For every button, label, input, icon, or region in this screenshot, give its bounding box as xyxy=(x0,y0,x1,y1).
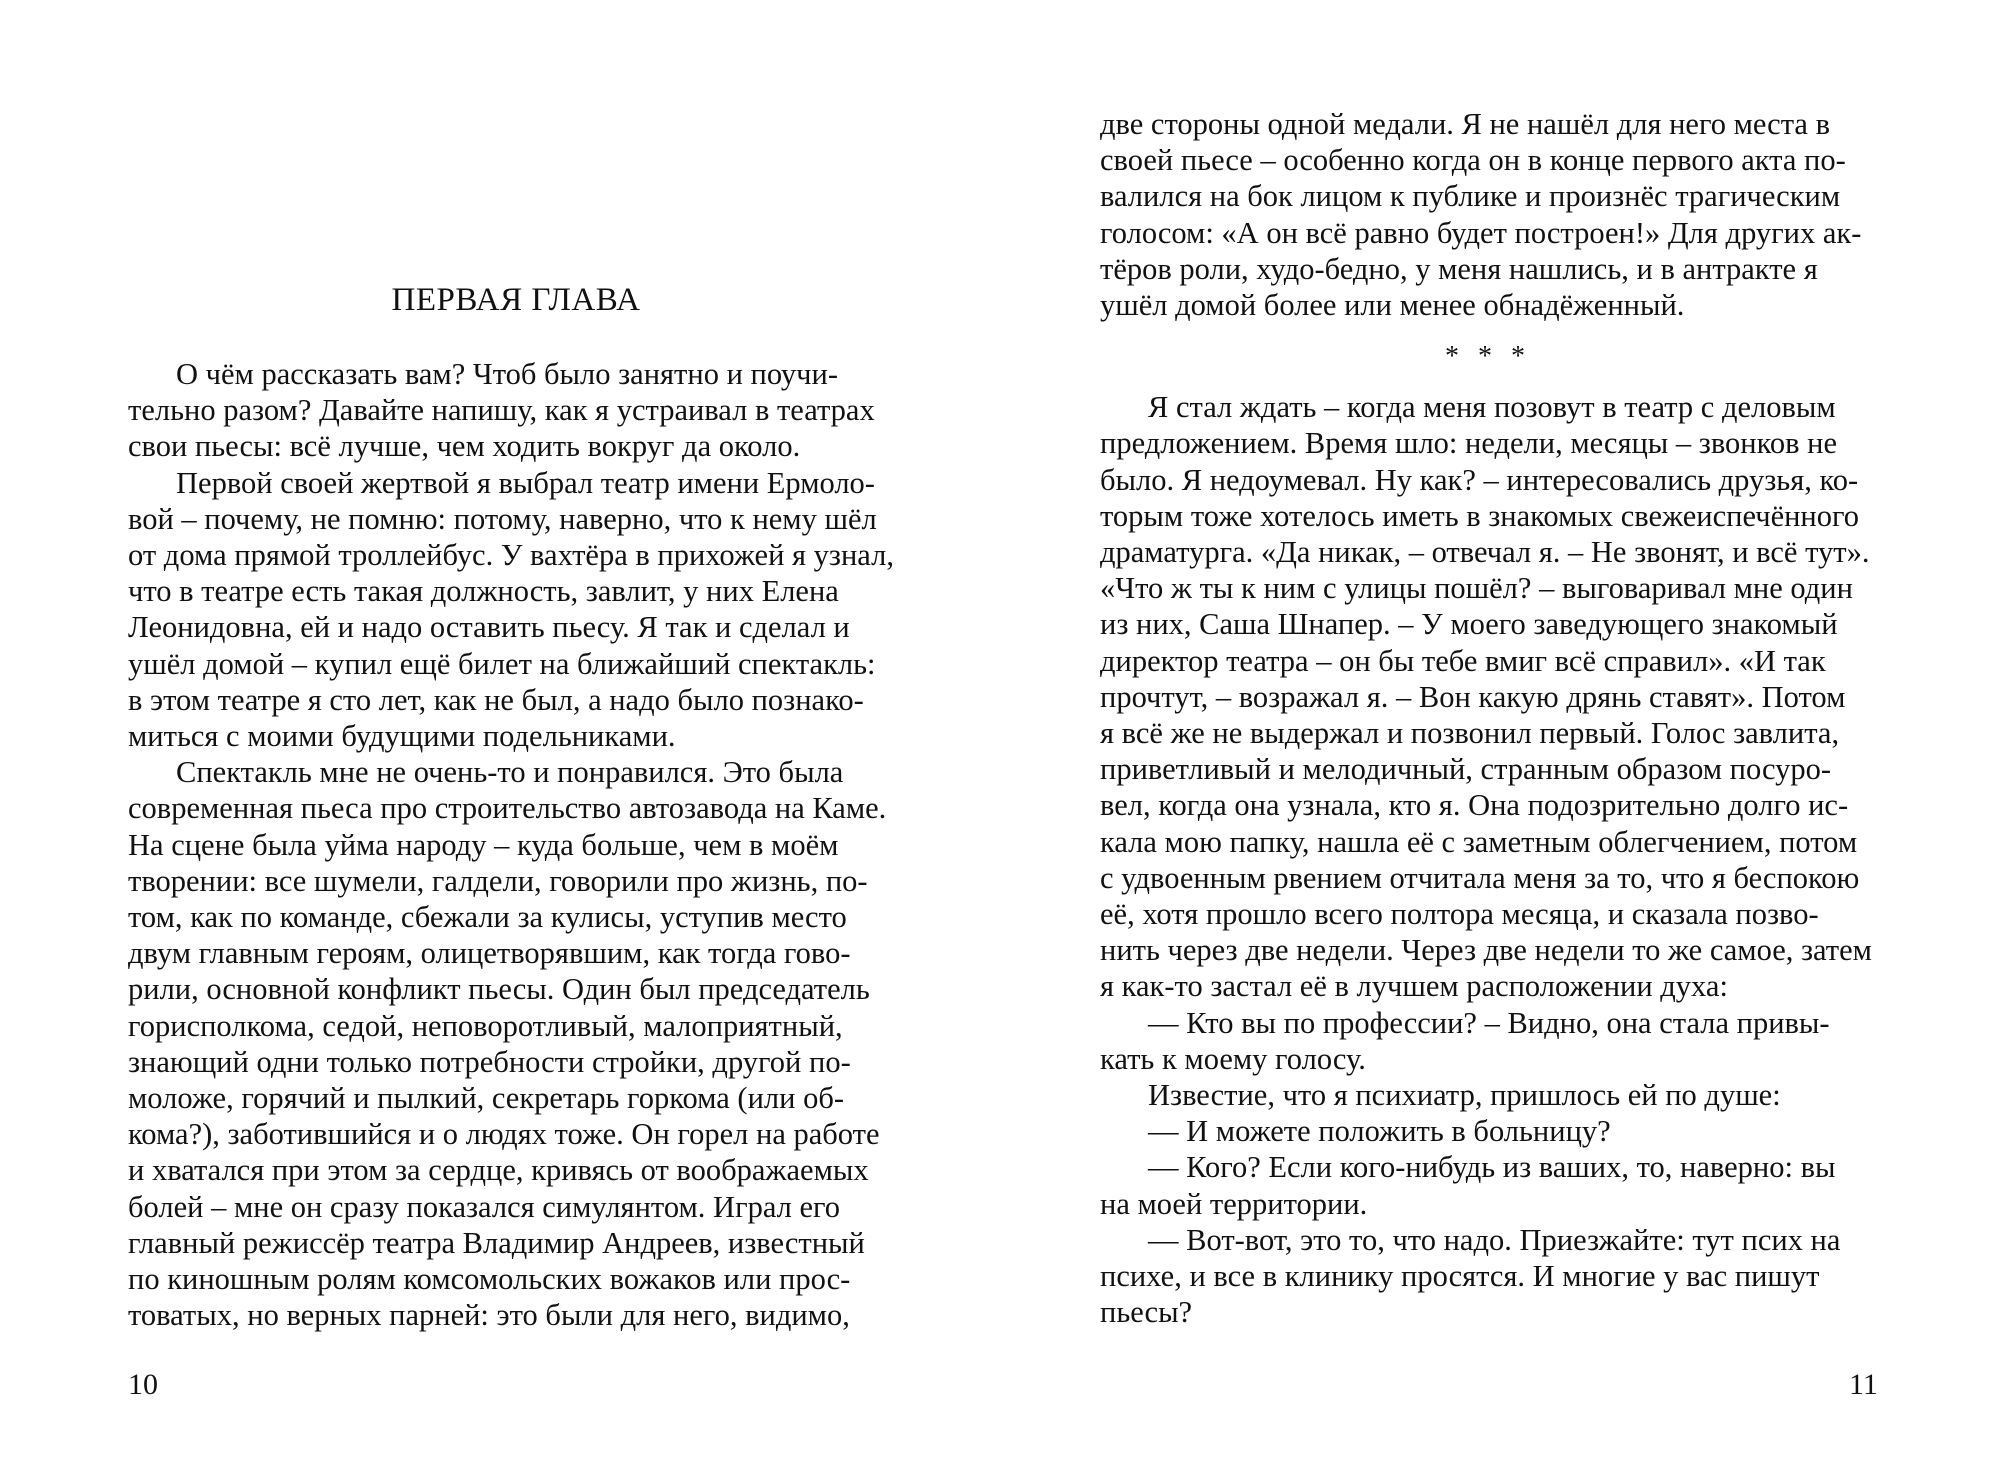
dialogue-line: — Кого? Если кого-нибудь из ваших, то, наверно: вы на моей территории. xyxy=(1100,1150,1836,1221)
right-page xyxy=(1000,0,2000,1468)
dialogue-line: — Вот-вот, это то, что надо. Приезжайте: тут псих на психе, и все в клинику просятся. И многие у вас пишут пьесы? xyxy=(1100,1222,1841,1330)
paragraph: Спектакль мне не очень-то и понравился. Это была современная пьеса про строительство автозавода на Каме. На сцене была уйма народу – куда больше, чем в моём творении: все шумели, галдели, говорили про жизнь, по- том, как по команде, сбежали за кулисы, уступив место двум главным героям, олицетворявшим, как тогда гово- рили, основной конфликт пьесы. Один был председатель горисполкома, седой, неповоротливый, малоприятный, знающий одни только потребности стройки, другой по- моложе, горячий и пылкий, секретарь горкома (или об- кома?), заботившийся и о людях тоже. Он горел на работе и хватался при этом за сердце, кривясь от воображаемых болей – мне он сразу показался симулянтом. Играл его главный режиссёр театра Владимир Андреев, известный по киношным ролям комсомольских вожаков или прос- товатых, но верных парней: это были для него, видимо, xyxy=(128,755,887,1333)
page-number: 11 xyxy=(1849,1368,1878,1401)
left-text-column xyxy=(128,356,904,1333)
chapter-title: ПЕРВАЯ ГЛАВА xyxy=(391,282,641,318)
paragraph: Известие, что я психиатр, пришлось ей по душе: xyxy=(1148,1078,1781,1113)
page-number: 10 xyxy=(128,1368,158,1401)
paragraph: О чём рассказать вам? Чтоб было занятно и поучи- тельно разом? Давайте напишу, как я устраивал в театрах свои пьесы: всё лучше, чем ходить вокруг да около. xyxy=(128,357,875,464)
paragraph: Первой своей жертвой я выбрал театр имени Ермоло- вой – почему, не помню: потому, наверно, что к нему шёл от дома прямой троллейбус. У вахтёра в прихожей я узнал, что в театре есть такая должность, завлит, у них Елена Леонидовна, ей и надо оставить пьесу. Я так и сделал и ушёл домой – купил ещё билет на ближайший спектакль: в этом театре я сто лет, как не был, а надо было познако- миться с моими будущими подельниками. xyxy=(128,465,894,754)
continued-paragraph: две стороны одной медали. Я не нашёл для него места в своей пьесе – особенно когда он в конце первого акта по- валился на бок лицом к публике и произнёс трагическим голосом: «А он всё равно будет построен!» Для других ак- тёров роли, худо-бедно, у меня нашлись, и в антракте я ушёл домой более или менее обнадёженный. xyxy=(1100,107,1862,323)
right-text-column xyxy=(1100,106,1876,1331)
dialogue-line: — Кто вы по профессии? – Видно, она стала привы- кать к моему голосу. xyxy=(1100,1005,1830,1076)
dialogue-line: — И можете положить в больницу? xyxy=(1148,1114,1611,1149)
paragraph: Я стал ждать – когда меня позовут в театр с деловым предложением. Время шло: недели, месяцы – звонков не было. Я недоумевал. Ну как? – интересовались друзья, ко- торым тоже хотелось иметь в знакомых свежеиспечённого драматурга. «Да никак, – отвечал я. – Не звонят, и всё тут». «Что ж ты к ним с улицы пошёл? – выговаривал мне один из них, Саша Шнапер. – У моего заведующего знакомый директор театра – он бы тебе вмиг всё справил». «И так прочтут, – возражал я. – Вон какую дрянь ставят». Потом я всё же не выдержал и позвонил первый. Голос завлита, приветливый и мелодичный, странным образом посуро- вел, когда она узнала, кто я. Она подозрительно долго ис- кала мою папку, нашла её с заметным облегчением, потом с удвоенным рвением отчитала меня за то, что я беспокою её, хотя прошло всего полтора месяца, и сказала позво- нить через две недели. Через две недели то же самое, затем я как-то застал её в лучшем расположении духа: xyxy=(1100,390,1872,1004)
section-separator: * * * xyxy=(1445,341,1531,373)
